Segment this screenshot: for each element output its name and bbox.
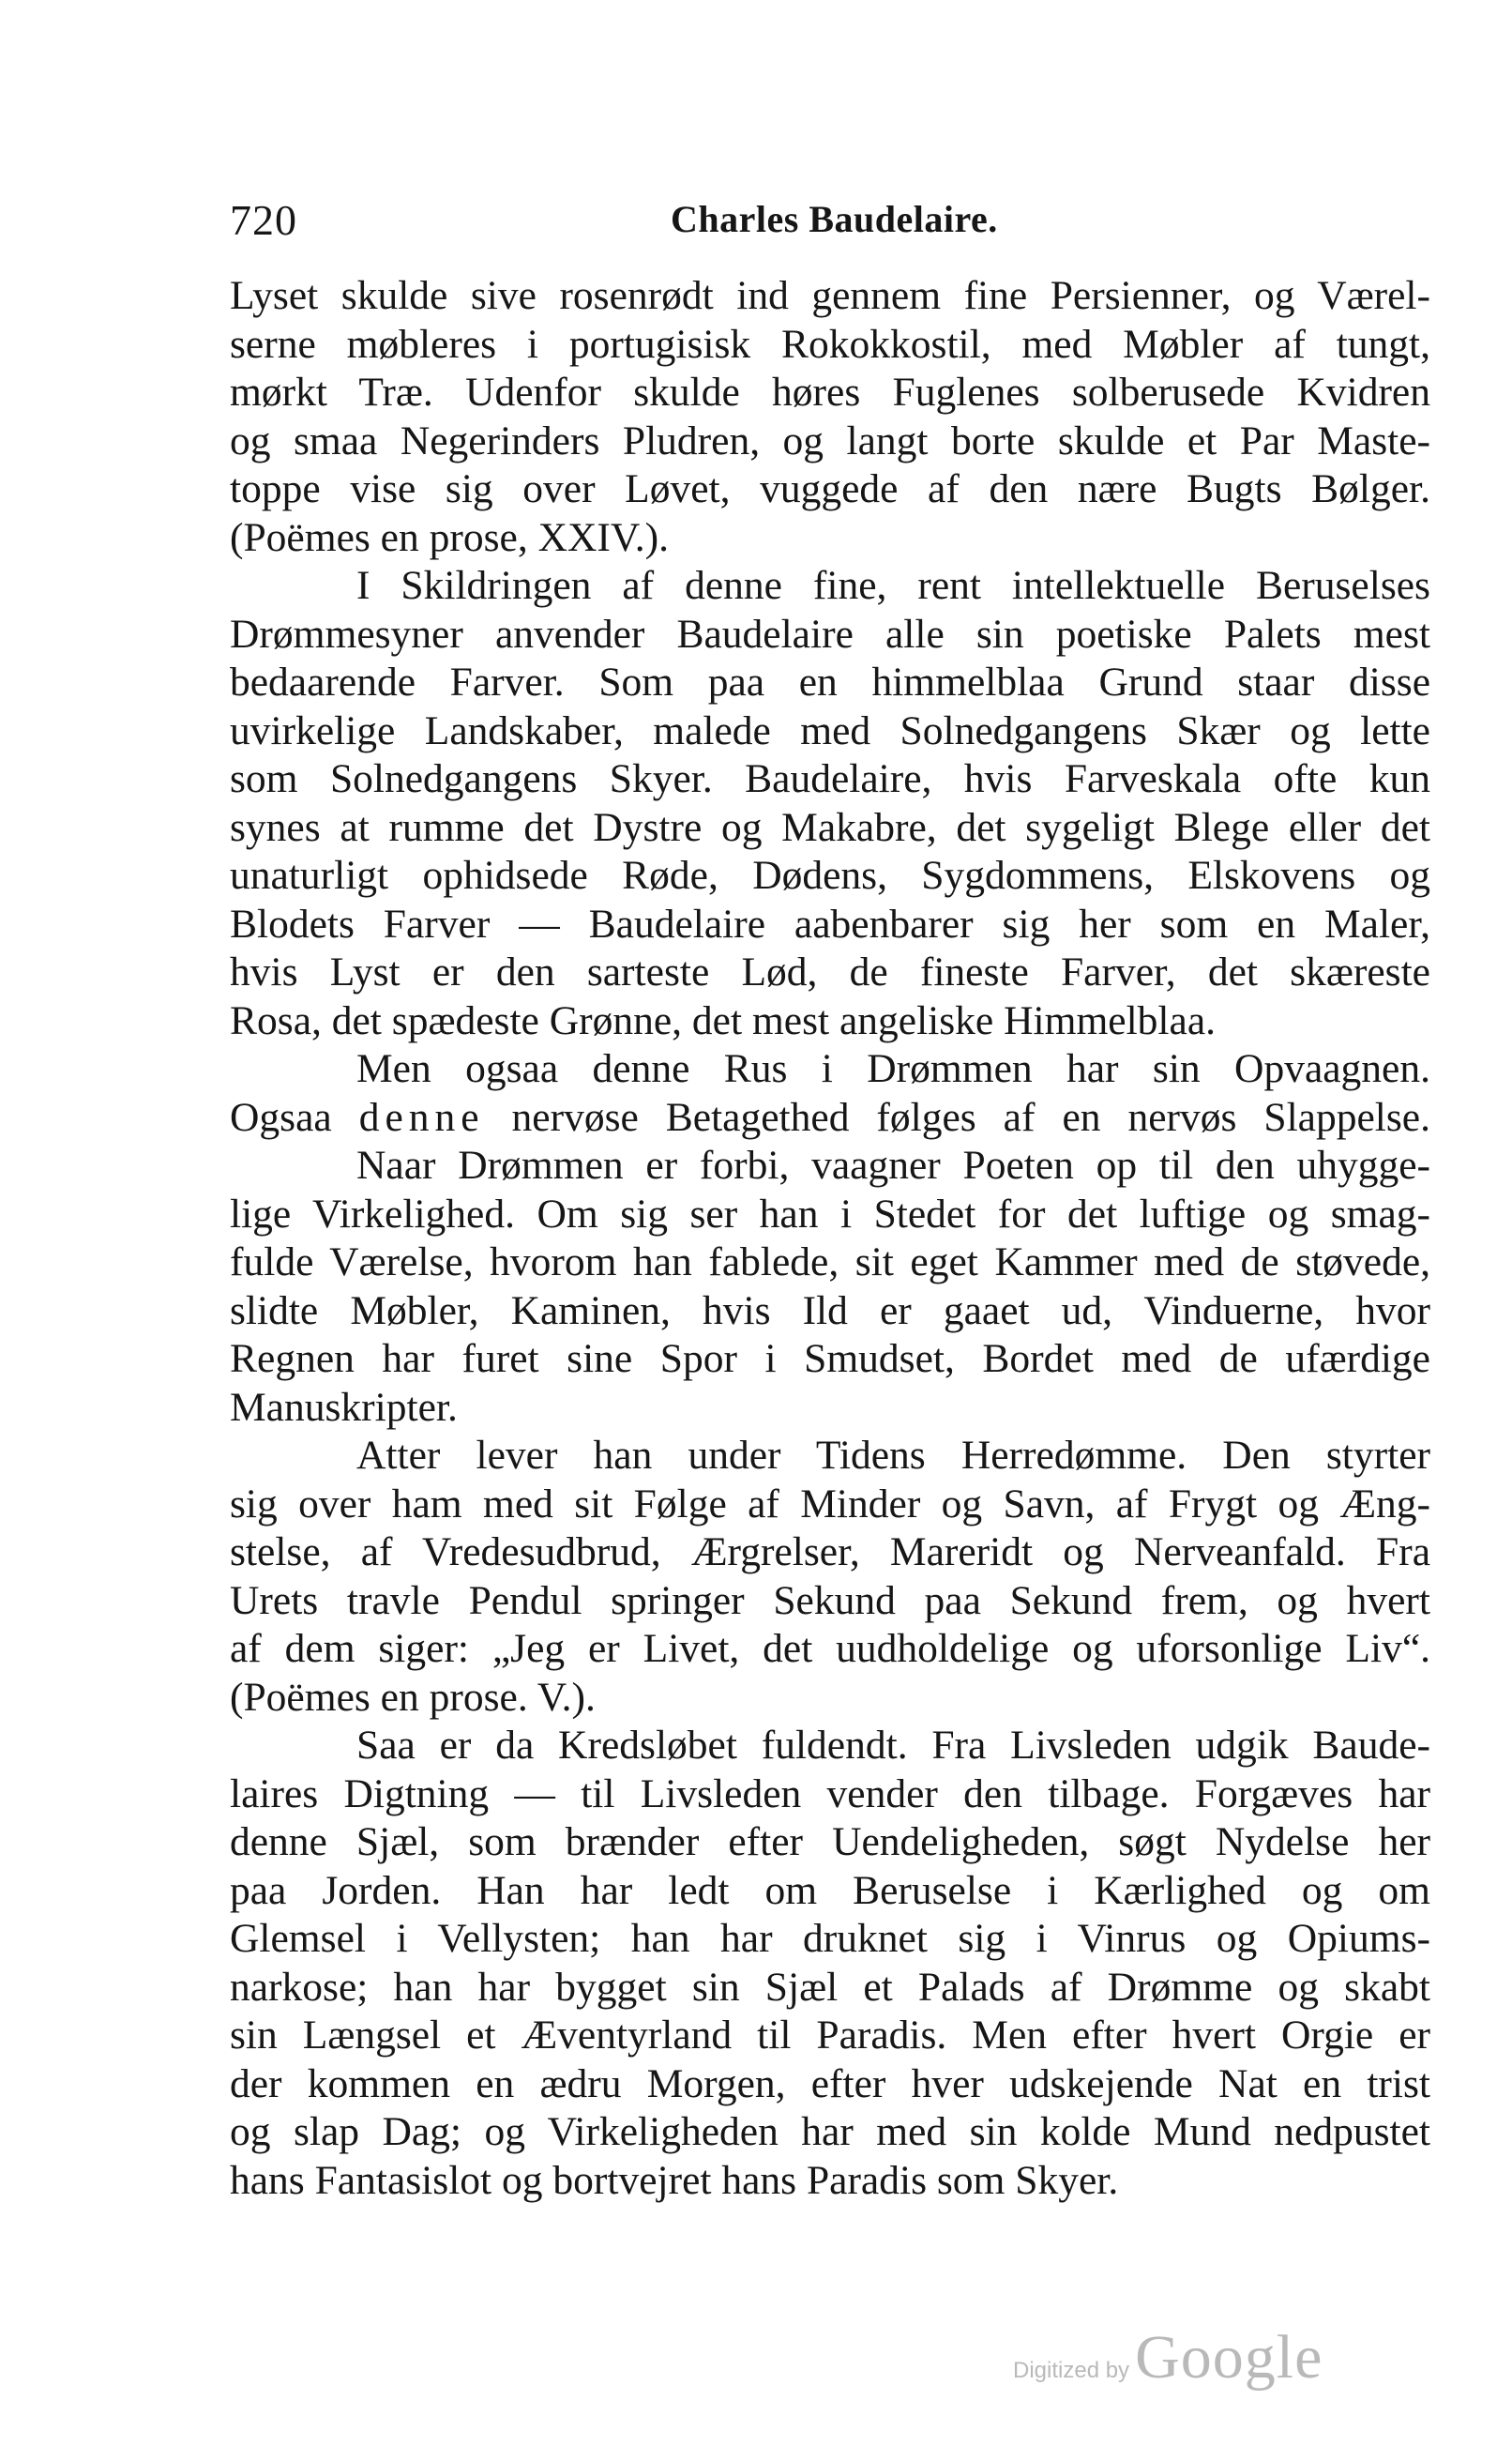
text-line: Glemsel i Vellysten; han har druknet sig i Vinrus og Opiums- bbox=[230, 1916, 1430, 1961]
text-line: (Poëmes en prose, XXIV.). bbox=[230, 514, 669, 560]
text-line: og slap Dag; og Virkeligheden har med sin kolde Mund nedpustet bbox=[230, 2109, 1430, 2154]
text-line: uvirkelige Landskaber, malede med Solnedgangens Skær og lette bbox=[230, 707, 1430, 753]
text-line: I Skildringen af denne fine, rent intellektuelle Beruselses bbox=[356, 563, 1430, 608]
text-line: Naar Drømmen er forbi, vaagner Poeten op til den uhygge- bbox=[356, 1143, 1430, 1188]
page-header bbox=[230, 188, 1435, 253]
google-logo: Google bbox=[1135, 2323, 1323, 2392]
text-line: unaturligt ophidsede Røde, Dødens, Sygdommens, Elskovens og bbox=[230, 853, 1430, 898]
text-line: Regnen har furet sine Spor i Smudset, Bordet med de ufærdige bbox=[230, 1336, 1430, 1381]
text-line: Blodets Farver — Baudelaire aabenbarer sig her som en Maler, bbox=[230, 901, 1430, 947]
spaced-emphasis: denne bbox=[358, 1094, 485, 1140]
text-line: slidte Møbler, Kaminen, hvis Ild er gaaet ud, Vinduerne, hvor bbox=[230, 1287, 1430, 1333]
text-line: Urets travle Pendul springer Sekund paa Sekund frem, og hvert bbox=[230, 1577, 1430, 1623]
page-number: 720 bbox=[230, 196, 297, 244]
text-line: Saa er da Kredsløbet fuldendt. Fra Livsleden udgik Baude- bbox=[356, 1723, 1430, 1768]
text-line: Lyset skulde sive rosenrødt ind gennem fine Persienner, og Værel- bbox=[230, 273, 1430, 318]
text-line: fulde Værelse, hvorom han fablede, sit eget Kammer med de støvede, bbox=[230, 1239, 1430, 1284]
text-line: narkose; han har bygget sin Sjæl et Palads af Drømme og skabt bbox=[230, 1964, 1430, 2010]
text-line: og smaa Negerinders Pludren, og langt borte skulde et Par Maste- bbox=[230, 418, 1430, 463]
text-line bbox=[230, 1094, 1430, 1143]
text-line: hans Fantasislot og bortvejret hans Paradis som Skyer. bbox=[230, 2157, 1119, 2203]
text-fragment: nervøse Betagethed følges af en nervøs Slappelse. bbox=[484, 1094, 1430, 1140]
body-text bbox=[230, 272, 1430, 2205]
text-line: paa Jorden. Han har ledt om Beruselse i Kærlighed og om bbox=[230, 1867, 1430, 1913]
text-line: Men ogsaa denne Rus i Drømmen har sin Opvaagnen. bbox=[356, 1046, 1430, 1091]
text-line: laires Digtning — til Livsleden vender den tilbage. Forgæves har bbox=[230, 1770, 1430, 1816]
text-line: lige Virkelighed. Om sig ser han i Stedet for det luftige og smag- bbox=[230, 1191, 1430, 1237]
text-line: Drømmesyner anvender Baudelaire alle sin poetiske Palets mest bbox=[230, 611, 1430, 657]
text-line: Rosa, det spædeste Grønne, det mest angeliske Himmelblaa. bbox=[230, 997, 1217, 1043]
text-line: serne møbleres i portugisisk Rokokkostil, med Møbler af tungt, bbox=[230, 321, 1430, 367]
text-line: Atter lever han under Tidens Herredømme. Den styrter bbox=[356, 1433, 1430, 1478]
text-line: stelse, af Vredesudbrud, Ærgrelser, Mareridt og Nerveanfald. Fra bbox=[230, 1529, 1430, 1574]
text-line: af dem siger: „Jeg er Livet, det uudholdelige og uforsonlige Liv“. bbox=[230, 1626, 1430, 1671]
text-line: der kommen en ædru Morgen, efter hver udskejende Nat en trist bbox=[230, 2060, 1430, 2106]
text-line: synes at rumme det Dystre og Makabre, det sygeligt Blege eller det bbox=[230, 804, 1430, 850]
text-line: hvis Lyst er den sarteste Lød, de fineste Farver, det skæreste bbox=[230, 949, 1430, 995]
running-head: Charles Baudelaire. bbox=[671, 198, 998, 240]
text-line: toppe vise sig over Løvet, vuggede af den nære Bugts Bølger. bbox=[230, 466, 1430, 511]
text-line: denne Sjæl, som brænder efter Uendeligheden, søgt Nydelse her bbox=[230, 1819, 1430, 1864]
text-line: sig over ham med sit Følge af Minder og Savn, af Frygt og Æng- bbox=[230, 1481, 1430, 1527]
text-line: bedaarende Farver. Som paa en himmelblaa Grund staar disse bbox=[230, 660, 1430, 705]
digitized-watermark bbox=[1013, 2322, 1323, 2392]
text-line: sin Længsel et Æventyrland til Paradis. Men efter hvert Orgie er bbox=[230, 2013, 1430, 2058]
text-line: mørkt Træ. Udenfor skulde høres Fuglenes solberusede Kvidren bbox=[230, 370, 1430, 415]
text-line: Manuskripter. bbox=[230, 1384, 458, 1430]
text-fragment: Ogsaa bbox=[230, 1094, 359, 1140]
digitized-label: Digitized by bbox=[1013, 2358, 1130, 2383]
text-line: (Poëmes en prose. V.). bbox=[230, 1674, 596, 1720]
text-line: som Solnedgangens Skyer. Baudelaire, hvis Farveskala ofte kun bbox=[230, 756, 1430, 801]
